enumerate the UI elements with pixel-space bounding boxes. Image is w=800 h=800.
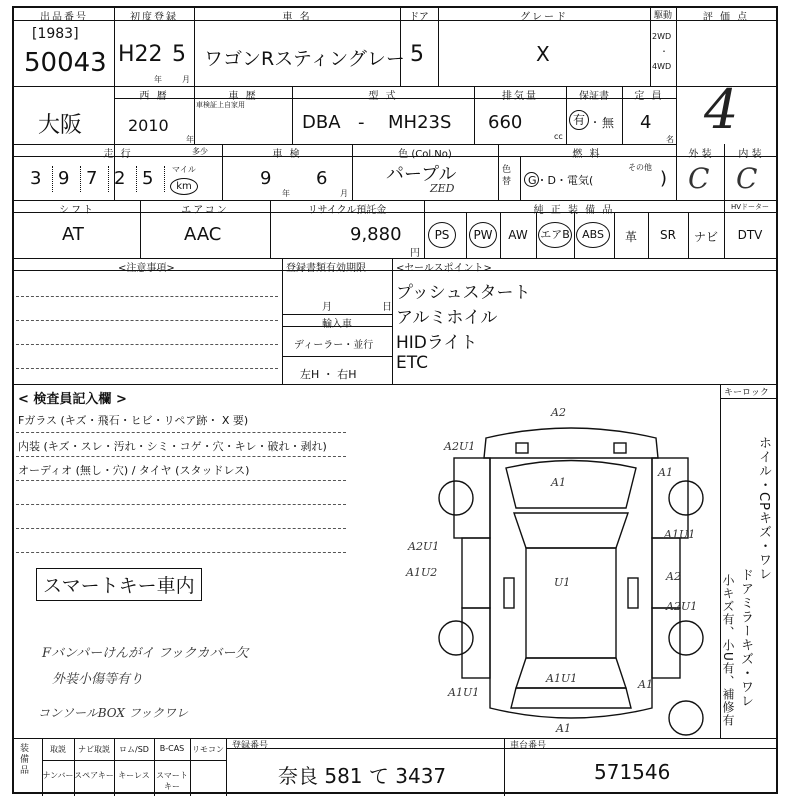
chassis-label: 車台番号 [510,741,547,751]
headlight-right [614,443,626,453]
interior-line: 内装 (キズ・スレ・汚れ・シミ・コゲ・穴・キレ・破れ・剥れ) [18,440,327,453]
auction-no-label: 出品番号 [40,12,88,23]
interior-label: 内 装 [738,149,762,160]
rule [14,384,776,385]
month-unit: 月 [182,75,190,84]
cc-unit: cc [554,132,563,141]
mileage-digit: 5 [142,168,154,189]
western-year-unit: 年 [186,135,194,144]
sales-point: アルミホイル [396,308,498,328]
inspection-year-unit: 年 [282,189,290,198]
mark-front: A2 [551,406,566,419]
vertical-note: 小キズ有、小U有、補修有 [721,574,735,727]
footer-equipment-label: 装備品 [20,744,30,776]
car-damage-diagram [406,398,716,738]
capacity-value: 4 [640,112,652,133]
warranty-label: 保証書 [579,91,609,102]
rule [136,166,137,192]
drive-label: 駆動 [653,11,672,21]
mark-right-rear-door: A2 [666,570,681,583]
first-reg-era-year: H22 [118,42,163,67]
wheel-front-left [439,481,473,515]
km-unit-circled: km [170,178,198,195]
aircon-value: AAC [184,224,222,245]
equip-dtv: DTV [737,228,763,242]
hybrid-label: HVドーター [730,203,770,211]
equip-navi: ナビ [693,230,718,244]
inspection-label: 車 検 [272,149,302,160]
rule [80,166,81,192]
displacement-label: 排気量 [502,91,538,102]
glass-line: Fガラス (キズ・飛石・ヒビ・リペア跡・ X 要) [18,414,249,427]
drive-2wd: 2WD [652,32,672,41]
shift-label: シフト [59,205,95,216]
inspection-month-unit: 月 [340,189,348,198]
rule [52,166,53,192]
drive-dot: ・ [660,47,668,56]
rear-hatch-outline [511,688,631,708]
mileage-digit: 7 [86,168,98,189]
sales-point-label: <セールスポイント> [396,263,492,274]
sales-point: HIDライト [396,333,478,353]
dashed-line [16,480,346,481]
roof-outline [526,548,616,658]
yen-unit: 円 [410,248,420,259]
rule [466,212,467,258]
grade-value: X [536,42,550,66]
equip-sunroof: SR [660,228,676,242]
displacement-value: 660 [488,112,523,133]
rule [282,356,392,357]
hand-note: コンソールBOX フックワレ [38,706,188,720]
color-label: 色 (Col.No) [398,149,452,160]
mark-left-front-fender: A2U1 [444,440,476,453]
color-code: ZED [430,182,455,195]
color-change-label: 色替 [502,165,512,187]
dashed-line [16,552,346,553]
grade-label: グレード [520,12,568,23]
capacity-unit: 名 [666,135,674,144]
vehicle-history-note: 車検証上自家用 [196,101,245,109]
rule [676,8,677,200]
right-rear-door [652,608,680,678]
warranty-yes-circled: 有 [569,110,589,130]
rule [14,738,776,739]
fuel-options: G・D・電気( [528,174,594,187]
left-front-door [462,538,490,608]
dashed-line [16,320,278,321]
equip-leather: 革 [624,230,637,244]
aircon-label: エアコン [181,205,229,216]
footer-item: スペアキー [74,771,114,780]
wheel-rear-right [669,621,703,655]
dashed-line [16,432,346,433]
drive-4wd: 4WD [652,62,672,71]
footer-item: リモコン [192,745,224,754]
inspection-month: 6 [316,168,328,189]
rule [108,166,109,192]
footer-item: ナビ取説 [78,745,110,754]
rule [226,748,776,749]
windshield-outline [514,513,628,548]
warranty-no: 無 [602,116,615,130]
lot-number: 50043 [24,48,107,78]
mile-unit: マイル [172,165,196,174]
capacity-label: 定 員 [634,91,664,102]
first-reg-month: 5 [172,42,186,67]
import-label: 輸入車 [322,319,352,330]
wheel-front-right [669,481,703,515]
dashed-line [16,456,346,457]
mark-left-rear-door: A1U2 [406,566,438,579]
score-label: 評 価 点 [702,12,750,23]
rule [720,398,776,399]
left-mirror [504,578,514,608]
footer-item: キーレス [118,771,150,780]
mark-left-quarter: A1U1 [448,686,480,699]
audio-line: オーディオ (無し・穴) / タイヤ (スタッドレス) [18,464,250,477]
chassis-value: 571546 [594,760,671,784]
mileage-digit: 3 [30,168,42,189]
rule [226,738,227,796]
dashed-line [16,528,346,529]
mark-rear: A1 [556,722,571,735]
left-front-fender [454,458,490,538]
handle-label: 左H ・ 右H [300,368,357,381]
dashed-line [16,296,278,297]
interior-score: C [736,162,758,195]
mark-rear-hatch: A1U1 [546,672,578,685]
recycle-label: リサイクル預託金 [307,205,387,216]
exterior-label: 外 装 [688,149,712,160]
sales-point: ETC [396,353,428,373]
mark-right-rear-door-2: A2U1 [666,600,698,613]
rule [42,760,226,761]
mileage-digit: 9 [58,168,70,189]
shift-value: AT [62,224,84,245]
mark-left-front-door: A2U1 [408,540,440,553]
car-name: ワゴンRスティングレー [204,48,405,70]
recycle-fee: 9,880 [350,224,402,245]
equip-pw-circled: PW [469,222,497,248]
model-label: 型 式 [368,91,398,102]
dashed-line [16,368,278,369]
western-year-value: 2010 [128,116,169,135]
front-bumper-outline [484,428,658,458]
mark-right-front-fender: A1 [658,466,673,479]
reg-deadline-label: 登録書類有効期限 [286,263,366,274]
car-name-label: 車 名 [282,12,312,23]
doors-label: ドア [409,12,429,23]
footer-item: 取説 [50,745,66,754]
mark-right-front-door: A1U1 [664,528,696,541]
equip-airbag-circled: エアB [538,222,572,248]
reg-month-unit: 月 [322,302,332,313]
inspection-title: < 検査員記入欄 > [18,392,127,407]
model-prefix: DBA [302,112,341,133]
footer-item: ロム/SD [119,745,149,754]
equip-abs-circled: ABS [576,222,610,248]
rule [504,738,505,796]
lot-prefix: [1983] [32,26,79,42]
fuel-close: ) [660,168,668,189]
equip-ps-circled: PS [428,222,456,248]
smart-key-note: スマートキー車内 [36,568,202,601]
dealer-label: ディーラー・並行 [294,340,374,351]
dashed-line [16,344,278,345]
score-value: 4 [704,78,739,141]
fuel-other: その他 [628,163,652,172]
inspection-year: 9 [260,168,272,189]
fuel-label: 燃 料 [572,149,602,160]
left-rear-door [462,608,490,678]
first-reg-label: 初度登録 [130,12,178,23]
rule [574,212,575,258]
equip-aw: AW [508,228,528,242]
spare-wheel [669,701,703,735]
year-unit: 年 [154,75,162,84]
equipment-label: 純 正 装 備 品 [533,205,615,216]
key-lock-label: キーロック [724,388,769,398]
rule [392,258,393,384]
footer-item: B-CAS [159,744,185,753]
doors-value: 5 [410,42,424,67]
rule [164,166,165,192]
mileage-digit: 2 [114,168,126,189]
exterior-score: C [688,162,710,195]
sales-point: プッシュスタート [396,283,531,303]
color-value: パープル [386,164,457,185]
caution-label: <注意事項> [118,263,175,274]
footer-item: スマートキー [156,771,188,791]
mark-roof: U1 [554,576,571,589]
wheel-rear-left [439,621,473,655]
footer-item: ナンバー [42,771,74,780]
headlight-left [516,443,528,453]
dashed-line [16,504,346,505]
plate-label: 登録番号 [232,741,269,751]
model-dash: - [358,112,365,133]
hand-note: Fバンパーけんがイ フックカバー欠 [42,646,249,661]
mark-bonnet: A1 [551,476,566,489]
vertical-note: ホイル・CPキズ・ワレ [756,436,771,581]
western-year-label: 西 暦 [139,91,169,102]
odometer-label: 多少 [192,147,208,156]
auction-sheet [12,6,778,794]
reg-day-unit: 日 [382,302,392,313]
rule [536,212,537,258]
hand-note: 外装小傷等有り [52,672,144,687]
mileage-label: 走 行 [103,149,133,160]
right-mirror [628,578,638,608]
vertical-note: ドアミラーキズ・ワレ [738,568,753,708]
warranty-dot: ・ [590,118,600,129]
bonnet-outline [506,461,636,509]
vehicle-history-label: 車 歴 [228,91,258,102]
region-value: 大阪 [38,113,83,138]
model-code: MH23S [388,112,452,133]
rule [520,156,521,200]
rule [282,258,283,384]
mark-right-quarter: A1 [638,678,653,691]
plate-value: 奈良 581 て 3437 [278,764,447,788]
